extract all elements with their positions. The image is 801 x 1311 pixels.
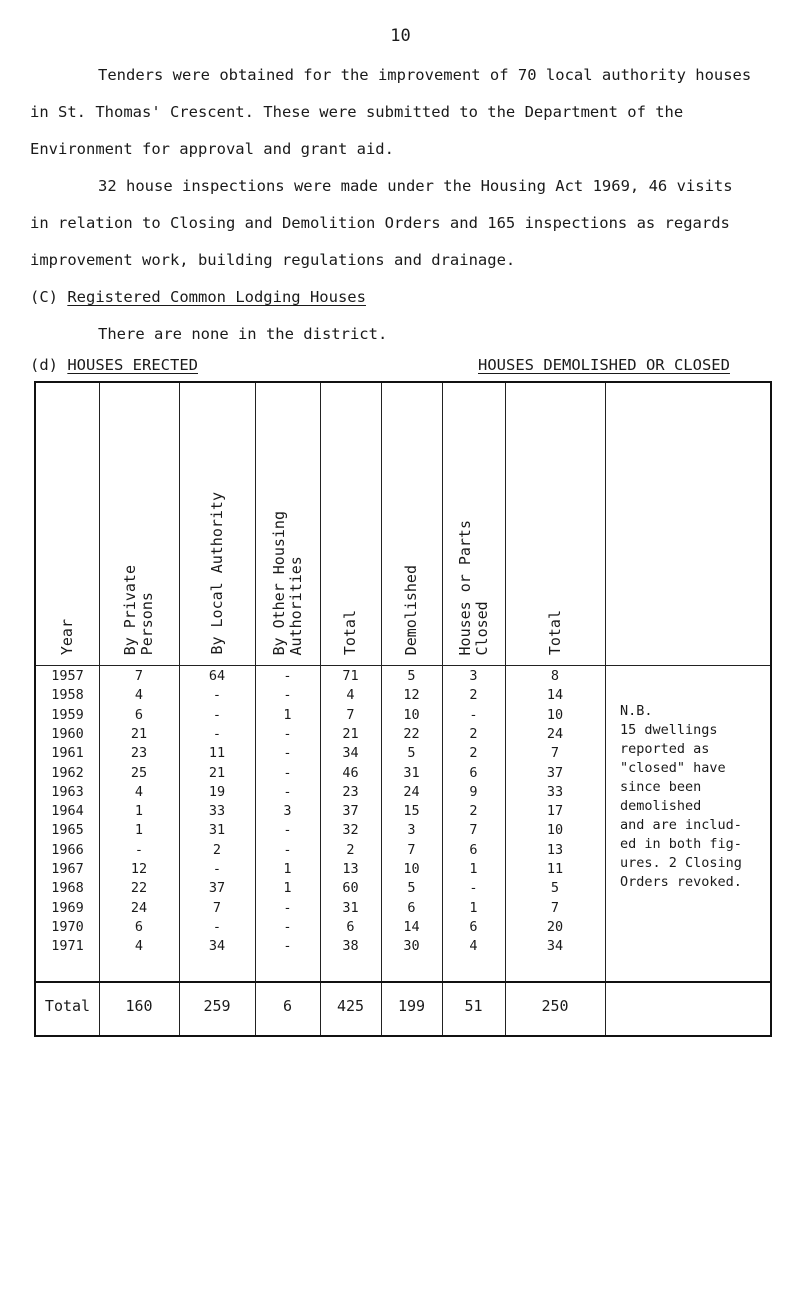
value-cell: 34 [342,745,359,762]
note-line: N.B. [620,703,653,719]
note-line: ures. 2 Closing [620,855,742,871]
value-cell: - [283,745,292,762]
value-cell: 37 [546,764,564,781]
section-c-text: There are none in the district. [98,325,388,343]
year-cell: 1965 [51,822,84,839]
total-label: Total [44,997,91,1015]
year-cell: 1966 [51,841,84,858]
value-cell: 1 [134,822,144,839]
value-cell: 7 [212,899,222,916]
value-cell: 6 [469,764,478,781]
header-year: Year [58,618,76,655]
value-cell: 5 [550,880,560,897]
value-cell: 5 [407,745,416,762]
year-cell: 1967 [51,861,84,877]
year-cell: 1960 [51,725,84,742]
paragraph-line: Tenders were obtained for the improvement of 70 local authority houses [98,66,752,84]
value-cell: 4 [134,938,144,955]
value-cell: 13 [546,841,564,858]
value-cell: 21 [130,725,148,742]
paragraph-line: 32 house inspections were made under the Housing Act 1969, 46 visits [98,177,733,195]
paragraph-line: improvement work, building regulations and drainage. [30,251,516,269]
value-cell: 71 [342,668,359,684]
value-cell: 4 [469,938,478,955]
value-cell: 34 [208,938,226,955]
value-cell: 37 [342,803,359,820]
header-demolished: Demolished [402,564,420,655]
year-cell: 1957 [51,668,84,684]
header-local-authority: By Local Authority [207,492,226,655]
year-cell: 1971 [51,938,84,955]
value-cell: 37 [208,880,226,897]
value-cell: - [212,918,222,935]
value-cell: 24 [403,783,420,800]
year-cell: 1964 [51,803,84,820]
note-line: 15 dwellings [620,722,718,738]
header-private: By Private Persons [121,564,156,655]
value-cell: - [283,725,292,742]
value-cell: 13 [342,861,359,877]
value-cell: 2 [469,725,478,742]
value-cell: - [283,918,292,935]
note-line: "closed" have [620,760,726,776]
value-cell: - [134,841,144,858]
value-cell: 33 [208,803,226,820]
value-cell: 11 [208,745,226,762]
table-total-row: Total 160 259 6 425 199 51 250 [36,981,770,1031]
value-cell: 10 [403,706,420,723]
value-cell: 8 [550,668,560,684]
value-cell: 34 [546,938,564,955]
value-cell: 10 [403,861,420,877]
section-c-heading: Registered Common Lodging Houses [67,288,366,306]
value-cell: 1 [469,861,478,877]
note-line: since been [620,779,702,795]
value-cell: 21 [208,764,226,781]
value-cell: 17 [546,803,564,820]
value-cell: 2 [346,841,355,858]
value-cell: 21 [342,725,359,742]
value-cell: 6 [407,899,416,916]
value-cell: 10 [546,706,564,723]
value-cell: 6 [134,706,144,723]
table-row [36,900,770,917]
value-cell: 1 [283,861,292,877]
value-cell: 30 [403,938,420,955]
header-other-housing: By Other Housing Authorities [269,510,305,655]
value-cell: - [212,861,222,877]
value-cell: 32 [342,822,359,839]
header-closed: Houses or Parts Closed [455,519,491,655]
value-cell: 2 [469,745,478,762]
note-line: and are includ- [620,817,742,833]
value-cell: 5 [407,668,416,684]
year-cell: 1970 [51,918,84,935]
value-cell: 4 [346,687,355,704]
note-line: demolished [620,798,702,814]
value-cell: 24 [130,899,148,916]
value-cell: 1 [469,899,478,916]
value-cell: 6 [469,841,478,858]
value-cell: 12 [130,861,148,877]
value-cell: - [469,880,478,897]
section-c-label: (C) Registered Common Lodging Houses [30,288,366,306]
year-cell: 1969 [51,899,84,916]
year-cell: 1961 [51,745,84,762]
value-cell: 2 [469,687,478,704]
paragraph-line: in relation to Closing and Demolition Orders and 165 inspections as regards [30,214,730,232]
houses-erected-heading: HOUSES ERECTED [67,356,198,374]
value-cell: - [469,706,478,723]
value-cell: 4 [134,687,144,704]
value-cell: - [283,938,292,955]
value-cell: - [283,783,292,800]
page-number: 10 [390,26,411,46]
value-cell: 7 [346,706,355,723]
value-cell: 31 [208,822,226,839]
value-cell: 22 [403,725,420,742]
value-cell: - [212,725,222,742]
value-cell: 7 [134,668,144,684]
value-cell: 10 [546,822,564,839]
value-cell: - [212,706,222,723]
value-cell: 22 [130,880,148,897]
value-cell: 31 [342,899,359,916]
value-cell: 3 [469,668,478,684]
value-cell: 12 [403,687,420,704]
value-cell: 6 [469,918,478,935]
value-cell: 33 [546,783,564,800]
value-cell: - [283,841,292,858]
value-cell: 15 [403,803,420,820]
value-cell: 9 [469,783,478,800]
value-cell: 7 [407,841,416,858]
section-d-label: (d) HOUSES ERECTED [30,356,198,374]
year-cell: 1963 [51,783,84,800]
value-cell: 4 [134,783,144,800]
table-row [36,919,770,936]
value-cell: - [283,822,292,839]
value-cell: 11 [546,861,564,877]
value-cell: 38 [342,938,359,955]
year-cell: 1962 [51,764,84,781]
value-cell: - [283,668,292,684]
houses-demolished-heading: HOUSES DEMOLISHED OR CLOSED [478,356,730,374]
year-cell: 1958 [51,687,84,704]
value-cell: - [283,764,292,781]
value-cell: 46 [342,764,359,781]
value-cell: 1 [134,803,144,820]
table-row [36,668,770,685]
header-total-demolished: Total [545,609,564,655]
paragraph-line: in St. Thomas' Crescent. These were submitted to the Department of the [30,103,684,121]
value-cell: 2 [212,841,222,858]
note-line: reported as [620,741,710,757]
value-cell: 23 [342,783,359,800]
value-cell: 25 [130,764,148,781]
value-cell: 64 [208,668,226,684]
value-cell: 23 [130,745,148,762]
value-cell: 14 [546,687,564,704]
value-cell: 14 [403,918,420,935]
value-cell: - [283,899,292,916]
value-cell: 6 [134,918,144,935]
table-row [36,938,770,955]
note-line: Orders revoked. [620,874,742,890]
value-cell: 5 [407,880,416,897]
value-cell: - [212,687,222,704]
year-cell: 1959 [51,706,84,723]
value-cell: 24 [546,725,564,742]
value-cell: 7 [469,822,478,839]
value-cell: 60 [342,880,359,897]
housing-table [34,381,772,1037]
value-cell: - [283,687,292,704]
header-total-erected: Total [341,609,359,655]
table-row [36,687,770,704]
value-cell: 20 [546,918,564,935]
value-cell: 7 [550,745,560,762]
value-cell: 3 [407,822,416,839]
year-cell: 1968 [51,880,84,897]
value-cell: 6 [346,918,355,935]
value-cell: 1 [283,706,292,723]
value-cell: 19 [208,783,226,800]
value-cell: 3 [283,803,292,820]
note-line: ed in both fig- [620,836,742,852]
value-cell: 31 [403,764,420,781]
value-cell: 1 [283,880,292,897]
value-cell: 7 [550,899,560,916]
value-cell: 2 [469,803,478,820]
paragraph-line: Environment for approval and grant aid. [30,140,394,158]
